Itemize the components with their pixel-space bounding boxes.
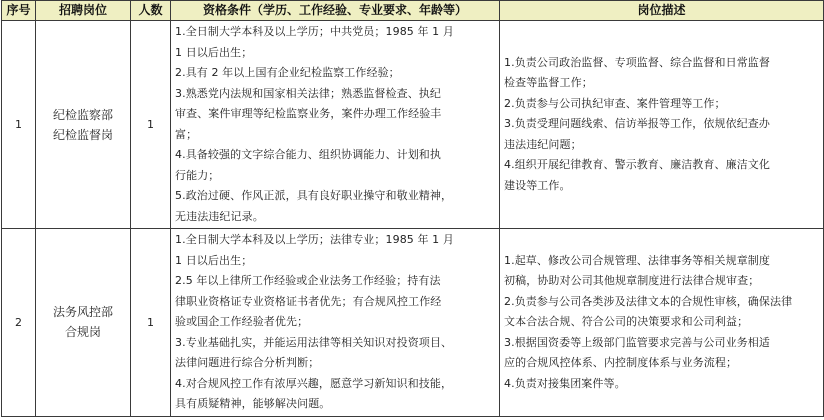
description-line: 3.负责受理问题线索、信访举报等工作，依规依纪查办 [504,117,770,131]
description-line: 违法违纪问题； [504,137,582,151]
row-number: 1 [2,21,36,229]
requirement-line: 验或国企工作经验者优先； [175,315,309,328]
position-department: 法务风控部 [52,305,113,320]
header-count: 人数 [131,1,171,21]
requirement-line: 具有质疑精神，能够解决问题。 [175,397,331,410]
description-line: 初稿，协助对公司其他规章制度进行法律合规审查； [504,274,760,287]
description-line: 4.组织开展纪律教育、警示教育、廉洁教育、廉洁文化 [504,158,770,172]
requirement-line: 富； [175,127,198,141]
requirement-line: 1.全日制大学本科及以上学历；中共党员；1985 年 1 月 [175,25,454,38]
table-row [2,229,824,417]
requirement-line: 行能力； [175,168,220,182]
row-number: 2 [2,229,36,417]
description-line: 1.起草、修改公司合规管理、法律事务等相关规章制度 [504,253,770,267]
requirement-line: 4.具备较强的文字综合能力、组织协调能力、计划和执 [175,148,441,161]
position-department: 纪检监察部 [52,107,113,122]
description-line: 3.根据国资委等上级部门监管要求完善与公司业务相适 [504,335,770,349]
requirements-cell [171,229,500,417]
description-line: 2.负责参与公司执纪审查、案件管理等工作； [504,96,726,110]
requirement-line: 1 日以后出生； [175,253,253,267]
requirement-line: 法律问题进行综合分析判断； [175,356,320,369]
header-no: 序号 [2,1,36,21]
description-line: 1.负责公司政治监督、专项监督、综合监督和日常监督 [504,55,770,69]
description-cell [500,21,824,229]
requirement-line: 2.具有 2 年以上国有企业纪检监察工作经验； [175,66,400,79]
position-cell [36,21,131,229]
requirement-line: 2.5 年以上律所工作经验或企业法务工作经验；持有法 [175,274,441,287]
requirement-line: 审查、案件审理等纪检监察业务，案件办理工作经验丰 [175,107,442,120]
header-description: 岗位描述 [500,1,824,21]
header-requirements: 资格条件（学历、工作经验、专业要求、年龄等） [171,1,500,21]
header-position: 招聘岗位 [36,1,131,21]
requirement-line: 3.专业基础扎实，并能运用法律等相关知识对投资项目、 [175,335,453,349]
recruitment-table [1,0,824,417]
requirement-line: 1 日以后出生； [175,45,253,59]
header-row [2,1,824,21]
description-line: 检查等监督工作； [504,76,593,90]
description-line: 文本合法合规、符合公司的决策要求和公司利益； [504,315,749,328]
description-line: 4.负责对接集团案件等。 [504,376,626,390]
description-line: 2.负责参与公司各类涉及法律文本的合规性审核，确保法律 [504,294,793,308]
headcount: 1 [131,229,171,417]
position-cell [36,229,131,417]
requirements-cell [171,21,500,229]
requirement-line: 律职业资格证专业资格证书者优先；有合规风控工作经 [175,294,442,308]
description-cell [500,229,824,417]
requirement-line: 3.熟悉党内法规和国家相关法律；熟悉监督检查、执纪 [175,86,441,100]
requirement-line: 5.政治过硬、作风正派，具有良好职业操守和敬业精神， [175,189,453,202]
requirement-line: 4.对合规风控工作有浓厚兴趣，愿意学习新知识和技能， [175,376,453,390]
description-line: 应的合规风控体系、内控制度体系与业务流程； [504,356,738,369]
headcount: 1 [131,21,171,229]
position-title: 合规岗 [64,325,101,340]
table-row [2,21,824,229]
requirement-line: 无违法违纪记录。 [175,209,264,223]
requirement-line: 1.全日制大学本科及以上学历；法律专业；1985 年 1 月 [175,233,454,246]
position-title: 纪检监督岗 [52,127,113,142]
description-line: 建设等工作。 [504,178,571,192]
